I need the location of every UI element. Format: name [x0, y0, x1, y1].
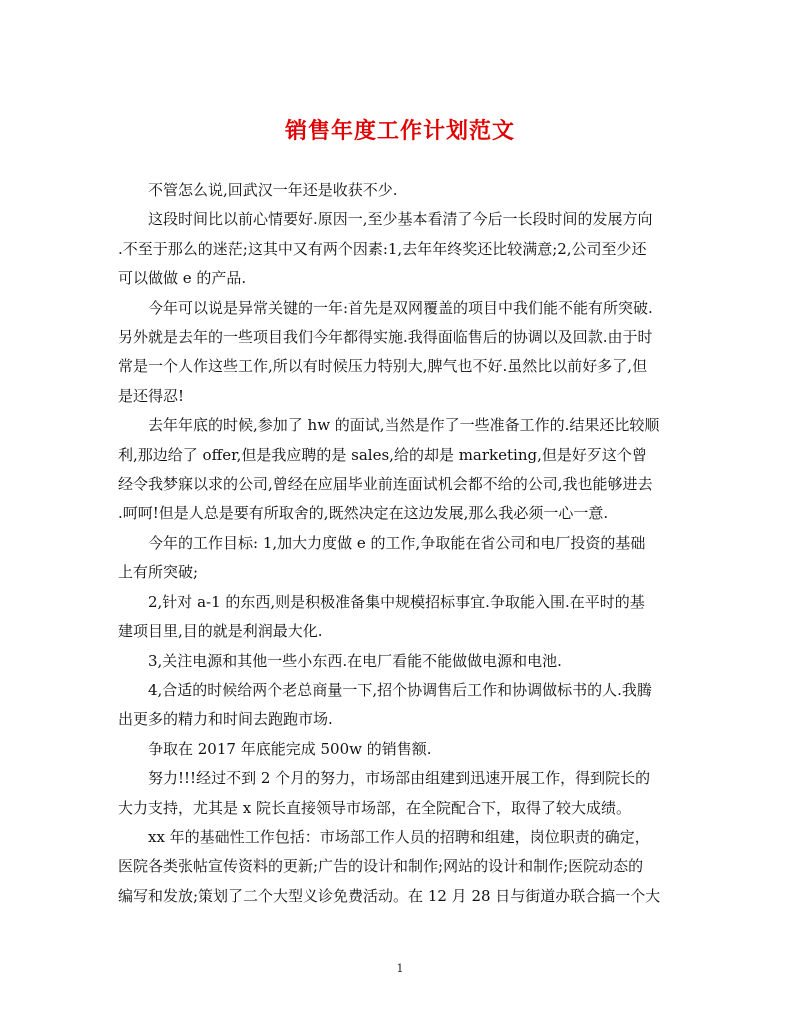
text-line: 医院各类张帖宣传资料的更新;广告的设计和制作;网站的设计和制作;医院动态的 [118, 857, 644, 876]
text-line: 这段时间比以前心情要好.原因一,至少基本看清了今后一长段时间的发展方向 [148, 210, 653, 229]
text-line: 经令我梦寐以求的公司,曾经在应届毕业前连面试机会都不给的公司,我也能够进去 [118, 475, 653, 494]
text-line: 今年的工作目标: 1,加大力度做 e 的工作,争取能在省公司和电厂投资的基础 [148, 533, 646, 552]
text-line: 上有所突破; [118, 563, 199, 582]
text-line: 常是一个人作这些工作,所以有时候压力特别大,脾气也不好.虽然比以前好多了,但 [118, 357, 648, 376]
text-line: .呵呵!但是人总是要有所取舍的,既然决定在这边发展,那么我必须一心一意. [118, 504, 609, 523]
text-line: 大力支持，尤其是 x 院长直接领导市场部，在全院配合下，取得了较大成绩。 [118, 798, 631, 817]
text-line: 建项目里,目的就是利润最大化. [118, 622, 323, 641]
text-line: 今年可以说是异常关键的一年:首先是双网覆盖的项目中我们能不能有所突破. [148, 298, 653, 317]
text-line: 利,那边给了 offer,但是我应聘的是 sales,给的却是 marketing,但是好歹这个曾 [118, 445, 647, 464]
text-line: 2,针对 a-1 的东西,则是积极准备集中规模招标事宜.争取能入围.在平时的基 [148, 592, 645, 611]
text-line: 3,关注电源和其他一些小东西.在电厂看能不能做做电源和电池. [148, 651, 562, 670]
text-line: 另外就是去年的一些项目我们今年都得实施.我得面临售后的协调以及回款.由于时 [118, 328, 653, 347]
text-line: 努力!!!经过不到 2 个月的努力，市场部由组建到迅速开展工作，得到院长的 [148, 769, 651, 788]
text-line: 不管怎么说,回武汉一年还是收获不少. [148, 181, 398, 199]
text-line: 出更多的精力和时间去跑跑市场. [118, 710, 333, 729]
text-line: 争取在 2017 年底能完成 500w 的销售额. [148, 739, 432, 758]
text-line: 可以做做 e 的产品. [118, 269, 247, 288]
page-number: 1 [396, 962, 404, 975]
text-line: 是还得忍! [118, 386, 185, 405]
text-line: 去年年底的时候,参加了 hw 的面试,当然是作了一些准备工作的.结果还比较顺 [148, 416, 660, 435]
document-title: 销售年度工作计划范文 [284, 118, 515, 144]
text-line: 编写和发放;策划了二个大型义诊免费活动。在 12 月 28 日与街道办联合搞一个大 [118, 886, 661, 905]
document-body [118, 176, 684, 911]
text-line: 4,合适的时候给两个老总商量一下,招个协调售后工作和协调做标书的人.我腾 [148, 680, 652, 699]
text-line: .不至于那么的迷茫;这其中又有两个因素:1,去年年终奖还比较满意;2,公司至少还 [118, 239, 647, 258]
text-line: xx 年的基础性工作包括：市场部工作人员的招聘和组建，岗位职责的确定， [148, 827, 650, 846]
